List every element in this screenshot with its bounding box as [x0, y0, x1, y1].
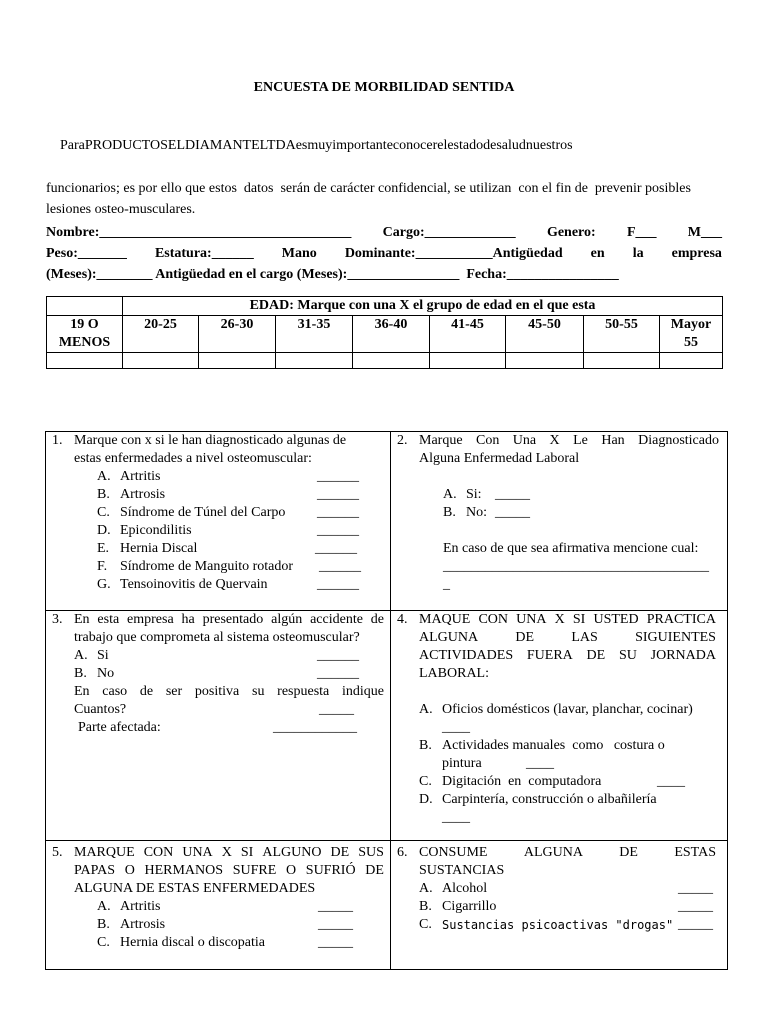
option-letter: A. [419, 702, 433, 717]
answer-blank[interactable]: _____ [318, 935, 353, 950]
question-2-text: Marque Con Una X Le Han Diagnosticado Alguna Enfermedad Laboral [419, 433, 719, 466]
option-label: No: [466, 505, 487, 520]
question-number: 4. [397, 612, 408, 627]
option-label: Alcohol [442, 881, 488, 896]
option-letter: B. [97, 917, 110, 932]
followup-blank[interactable]: ______________________________________ [443, 559, 709, 574]
parte-afectada-blank[interactable]: ____________ [273, 720, 357, 735]
option-letter: A. [443, 487, 457, 502]
option-label: Actividades manuales como costura o [442, 738, 665, 753]
option-letter: B. [74, 666, 87, 681]
answer-blank[interactable]: ______ [319, 559, 361, 574]
age-mark-cell[interactable] [660, 353, 723, 369]
cuantos-blank[interactable]: _____ [319, 702, 354, 717]
age-col-header: 31-35 [276, 316, 353, 353]
age-table-header: EDAD: Marque con una X el grupo de edad en el que esta [123, 297, 723, 316]
option-letter: C. [97, 935, 110, 950]
cargo-field[interactable]: Cargo:_____________ [382, 225, 516, 240]
answer-blank[interactable]: ______ [317, 505, 359, 520]
option-letter: A. [97, 899, 111, 914]
option-label: Oficios domésticos (lavar, planchar, cocinar) [442, 702, 693, 717]
estatura-field[interactable]: Estatura:______ [154, 246, 254, 261]
option-label: Si [97, 648, 109, 663]
age-col-mayor-55: Mayor 55 [660, 316, 723, 353]
option-letter: D. [419, 792, 433, 807]
option-label: Artritis [120, 899, 161, 914]
question-number: 1. [52, 433, 63, 448]
fields-row-2 [46, 243, 722, 264]
question-6-cell [390, 840, 728, 970]
intro-line-2: funcionarios; es por ello que estos datos serán de carácter confidencial, se utilizan con el fin de prevenir posibles [46, 180, 691, 196]
cuantos-label: Cuantos? [74, 702, 127, 717]
age-mark-cell[interactable] [584, 353, 660, 369]
option-label: Digitación en computadora [442, 774, 602, 789]
option-label: Tensoinovitis de Quervain [120, 577, 268, 592]
option-label: Síndrome de Túnel del Carpo [120, 505, 286, 520]
option-label: Cigarrillo [442, 899, 497, 914]
option-letter: A. [97, 469, 111, 484]
option-label: Síndrome de Manguito rotador [120, 559, 294, 574]
word-en: en [590, 246, 605, 261]
option-label: Si: [466, 487, 482, 502]
question-3-text: En esta empresa ha presentado algún accidente de trabajo que comprometa al sistema osteomuscular? [74, 612, 384, 645]
option-letter: F. [97, 559, 108, 574]
answer-blank[interactable]: _____ [495, 505, 530, 520]
intro-paragraph [46, 113, 722, 221]
answer-blank[interactable]: ____ [442, 720, 470, 735]
answer-blank[interactable]: ____ [442, 810, 470, 825]
question-4-text: MAQUE CON UNA X SI USTED PRACTICA ALGUNA DE LAS SIGUIENTES ACTIVIDADES FUERA DE SU JORNADA LABORAL: [419, 612, 716, 681]
age-mark-cell[interactable] [430, 353, 506, 369]
answer-blank[interactable]: ______ [317, 648, 359, 663]
age-table [46, 296, 723, 369]
parte-afectada-label: Parte afectada: [78, 720, 161, 735]
questions-grid [45, 431, 728, 970]
option-label: Artrosis [120, 917, 166, 932]
peso-field[interactable]: Peso:_______ [46, 246, 127, 261]
question-number: 3. [52, 612, 63, 627]
question-1-text: Marque con x si le han diagnosticado algunas de estas enfermedades a nivel osteomuscular: [74, 433, 347, 466]
age-table-corner [47, 297, 123, 316]
option-label: Hernia discal o discopatia [120, 935, 266, 950]
answer-blank[interactable]: _____ [678, 881, 713, 896]
genero-label: Genero: [546, 225, 596, 240]
age-col-header: 45-50 [506, 316, 584, 353]
option-letter: B. [419, 738, 432, 753]
question-5-text: MARQUE CON UNA X SI ALGUNO DE SUS PAPAS O HERMANOS SUFRE O SUFRIÓ DE ALGUNA DE ESTAS ENFERMEDADES [74, 845, 384, 896]
age-col-19-menos: 19 O MENOS [47, 316, 123, 353]
option-letter: B. [443, 505, 456, 520]
word-la: la [632, 246, 644, 261]
option-label: Hernia Discal [120, 541, 198, 556]
option-label: Carpintería, construcción o albañilería [442, 792, 657, 807]
question-3-cell [45, 610, 391, 841]
answer-blank[interactable]: _____ [318, 917, 353, 932]
option-letter: G. [97, 577, 111, 592]
intro-line-1: ParaPRODUCTOSELDIAMANTELTDAesmuyimportanteconocerelestadodesaludnuestros [60, 137, 573, 153]
age-mark-cell[interactable] [506, 353, 584, 369]
question-6-text: CONSUME ALGUNA DE ESTAS SUSTANCIAS [419, 845, 716, 878]
word-empresa: empresa [671, 246, 722, 261]
option-label-continued: pintura [442, 756, 482, 771]
question-number: 5. [52, 845, 63, 860]
followup-blank[interactable]: _ [443, 577, 450, 592]
mano-dominante-field[interactable]: Dominante:___________Antigüedad [344, 246, 563, 261]
intro-line-3: lesiones osteo-musculares. [46, 202, 196, 217]
question-4-cell [390, 610, 728, 841]
fields-row-1 [46, 222, 722, 243]
answer-blank[interactable]: ______ [315, 541, 357, 556]
option-letter: B. [419, 899, 432, 914]
option-label: No [97, 666, 115, 681]
option-letter: A. [419, 881, 433, 896]
age-mark-cell[interactable] [353, 353, 430, 369]
question-3-positive: En caso de ser positiva su respuesta indique [74, 684, 384, 699]
option-letter: A. [74, 648, 88, 663]
followup-text: En caso de que sea afirmativa mencione cual: [443, 541, 699, 556]
document-title: ENCUESTA DE MORBILIDAD SENTIDA [253, 80, 515, 95]
option-label: Sustancias psicoactivas "drogas" [442, 918, 674, 932]
age-mark-cell[interactable] [276, 353, 353, 369]
genero-m-field[interactable]: M___ [687, 225, 722, 240]
option-label: Epicondilitis [120, 523, 192, 538]
answer-blank[interactable]: ______ [317, 523, 359, 538]
answer-blank[interactable]: ____ [657, 774, 685, 789]
option-letter: C. [419, 917, 432, 932]
answer-blank[interactable]: ______ [317, 487, 359, 502]
age-col-header: 41-45 [430, 316, 506, 353]
option-letter: B. [97, 487, 110, 502]
option-label: Artritis [120, 469, 161, 484]
age-col-header: 26-30 [199, 316, 276, 353]
question-number: 6. [397, 845, 408, 860]
age-mark-cell[interactable] [123, 353, 199, 369]
question-number: 2. [397, 433, 408, 448]
answer-blank[interactable]: _____ [678, 917, 713, 932]
age-mark-cell[interactable] [199, 353, 276, 369]
age-mark-cell[interactable] [47, 353, 123, 369]
answer-blank[interactable]: _____ [495, 487, 530, 502]
question-2-cell [390, 431, 728, 611]
answer-blank[interactable]: _____ [318, 899, 353, 914]
option-letter: C. [419, 774, 432, 789]
answer-blank[interactable]: ______ [317, 577, 359, 592]
mano-label: Mano [281, 246, 317, 261]
answer-blank[interactable]: ____ [526, 756, 554, 771]
question-5-cell [45, 840, 391, 970]
answer-blank[interactable]: _____ [678, 899, 713, 914]
age-col-header: 50-55 [584, 316, 660, 353]
genero-f-field[interactable]: F___ [626, 225, 657, 240]
personal-data-fields [46, 222, 722, 285]
fields-row-3[interactable]: (Meses):________ Antigüedad en el cargo (Meses):________________ Fecha:________________ [46, 267, 619, 282]
answer-blank[interactable]: ______ [317, 469, 359, 484]
option-letter: D. [97, 523, 111, 538]
age-col-header: 36-40 [353, 316, 430, 353]
option-label: Artrosis [120, 487, 166, 502]
answer-blank[interactable]: ______ [317, 666, 359, 681]
option-letter: E. [97, 541, 110, 556]
question-1-cell [45, 431, 391, 611]
option-letter: C. [97, 505, 110, 520]
age-col-header: 20-25 [123, 316, 199, 353]
nombre-field[interactable]: Nombre:____________________________________ [46, 225, 352, 240]
